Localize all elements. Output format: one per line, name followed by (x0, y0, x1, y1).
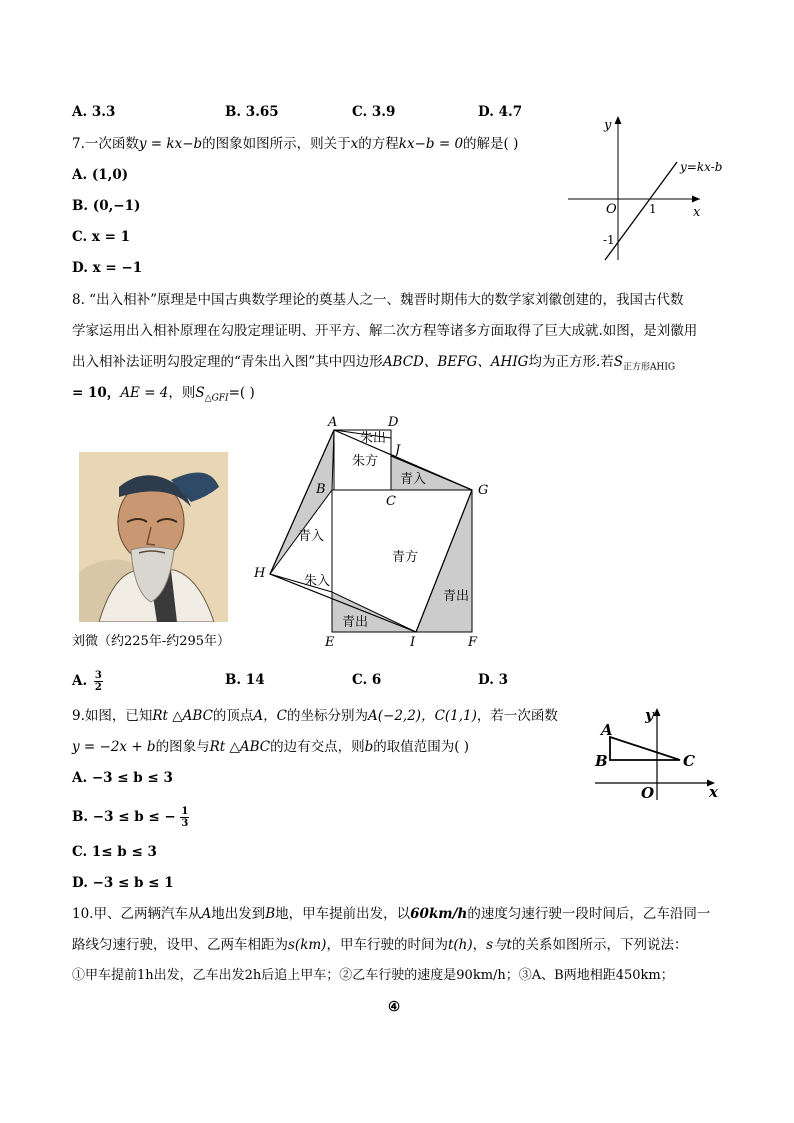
q10-line2-d: 的关系如图所示，下列说法： (511, 937, 688, 953)
q9-line1-end: ，若一次函数 (476, 708, 558, 724)
q8-triangle-subscript: △GFI (204, 393, 229, 404)
q8-triangle-area-symbol: S (195, 385, 205, 401)
q8-figure (250, 410, 490, 650)
q8-area-value: = 10， (72, 385, 121, 401)
q8-line4-end: =( ) (228, 385, 255, 401)
q9-option-c: C. 1≤ b ≤ 3 (72, 844, 157, 860)
q9-line-1 (72, 707, 558, 725)
q9-label-y: y (645, 706, 654, 724)
q9-line1-prefix: 9.如图，已知 (72, 708, 153, 724)
q7-y-arrow (615, 116, 622, 124)
q10-line-2 (72, 936, 687, 954)
q6-option-a: A. 3.3 (72, 104, 116, 120)
q8-label-f: F (468, 635, 478, 650)
q8-option-a-fraction (94, 670, 103, 693)
q8-line3-mid: 均为正方形.若 (528, 354, 614, 370)
q8-ae-value: AE = 4 (120, 385, 169, 401)
q10-s-and-t: s与t (486, 937, 512, 953)
q10-place-b: B (265, 906, 276, 922)
q7-function: y = kx−b (138, 136, 203, 152)
q9-triangle-abc (610, 737, 680, 760)
q7-equation: kx−b = 0 (398, 136, 464, 152)
q9-option-b-denominator: 3 (181, 818, 189, 829)
q8-text-zhuru: 朱入 (304, 574, 331, 589)
q9-label-x: x (709, 783, 718, 801)
q7-stem-mid: 的图象如图所示，则关于 (202, 136, 351, 152)
q8-option-a-numerator: 3 (94, 670, 102, 681)
q7-graph (560, 110, 740, 270)
q10-speed: 60km/h (410, 906, 468, 922)
q7-stem-prefix: 7.一次函数 (72, 136, 139, 152)
q7-y-tick: -1 (603, 233, 615, 247)
q9-option-b-numerator: 1 (181, 806, 189, 817)
q9-line2-end: 的取值范围为( ) (373, 739, 470, 755)
q8-line-4 (72, 384, 255, 408)
q9-line2-mid: 的图象与 (155, 739, 210, 755)
q8-line4-mid: ，则 (168, 385, 196, 401)
q10-var-t: t(h) (447, 937, 473, 953)
q8-text-zhuchu: 朱出 (360, 431, 387, 446)
q8-text-qingchu-right: 青出 (443, 589, 470, 604)
q7-origin-label: O (606, 202, 617, 217)
q8-line-2: 学家运用出入相补原理在勾股定理证明、开平方、解二次方程等诸多方面取得了巨大成就.如图，是刘徽用 (72, 323, 698, 339)
q8-option-b: B. 14 (225, 672, 265, 688)
q8-line3-prefix: 出入相补法证明勾股定理的“青朱出入图”其中四边形 (72, 354, 383, 370)
q8-line-3 (72, 353, 675, 377)
q9-var-b: b (364, 739, 374, 755)
q9-vertices: A，C (253, 708, 287, 724)
q8-option-d: D. 3 (478, 672, 509, 688)
q7-var-x: x (350, 136, 359, 152)
q10-line1-b: 地出发到 (211, 906, 266, 922)
q7-x-arrow (692, 196, 700, 203)
q8-label-b: B (316, 482, 326, 497)
q8-label-e: E (325, 635, 335, 650)
q10-line2-c: ， (472, 937, 487, 953)
q6-option-b: B. 3.65 (225, 104, 279, 120)
q8-label-j: J (395, 443, 401, 458)
q7-x-label: x (693, 205, 701, 220)
q9-line1-mid2: 的坐标分别为 (287, 708, 368, 724)
q9-line-2 (72, 738, 469, 756)
q9-coords: A(−2,2)，C(1,1) (368, 708, 477, 724)
q8-option-a-prefix: A. (72, 673, 88, 689)
q9-option-b (72, 806, 189, 829)
q10-line1-c: 地，甲车提前出发，以 (275, 906, 411, 922)
q9-graph (585, 700, 725, 805)
q8-option-a-denominator: 2 (94, 682, 102, 693)
q8-text-qingchu-bottom: 青出 (342, 615, 369, 630)
q8-line-1: 8. “出入相补”原理是中国古典数学理论的奠基人之一、魏晋时期伟大的数学家刘徽创建的，我国古代数 (72, 292, 684, 308)
q8-label-c: C (386, 494, 396, 509)
q8-label-i: I (410, 635, 416, 650)
q8-label-h: H (254, 566, 266, 581)
q7-option-c: C. x = 1 (72, 229, 131, 245)
q7-option-a: A. (1,0) (72, 167, 129, 183)
q7-option-d: D. x = −1 (72, 260, 143, 276)
q9-triangle-2: Rt △ABC (209, 739, 271, 755)
q8-option-a (72, 670, 103, 693)
q10-line-3: ①甲车提前1h出发，乙车出发2h后追上甲车；②乙车行驶的速度是90km/h；③A、B两地相距450km； (72, 968, 674, 983)
q10-line2-a: 路线匀速行驶，设甲、乙两车相距为 (72, 937, 288, 953)
q8-text-qingru-left: 青入 (298, 529, 325, 544)
q7-y-label: y (604, 118, 612, 133)
q9-label-b: B (595, 752, 608, 770)
q8-label-a: A (328, 415, 338, 430)
q6-option-d: D. 4.7 (478, 104, 523, 120)
q10-var-s: s(km) (288, 937, 327, 953)
q8-area-symbol: S (613, 354, 623, 370)
q8-text-zhufang: 朱方 (352, 454, 379, 469)
liu-hui-portrait (79, 452, 228, 622)
q9-y-arrow (654, 708, 661, 716)
q9-option-b-prefix: B. −3 ≤ b ≤ − (72, 809, 176, 825)
q7-x-tick: 1 (649, 202, 657, 216)
q9-line1-mid: 的顶点 (212, 708, 254, 724)
q8-text-qingru-top: 青入 (400, 472, 427, 487)
q8-label-d: D (388, 415, 399, 430)
q10-line-1 (72, 905, 710, 923)
q8-squares: ABCD、BEFG、AHIG (382, 354, 529, 370)
q7-stem-end: 的解是( ) (463, 136, 519, 152)
q9-option-b-fraction (180, 806, 189, 829)
q10-line1-d: 的速度匀速行驶一段时间后，乙车沿同一 (467, 906, 711, 922)
q7-line-label: y=kx-b (680, 160, 723, 174)
q10-place-a: A (201, 906, 212, 922)
q7-option-b: B. (0,−1) (72, 198, 141, 214)
q6-option-c: C. 3.9 (352, 104, 396, 120)
q9-line2-mid2: 的边有交点，则 (270, 739, 365, 755)
q7-stem-mid2: 的方程 (358, 136, 399, 152)
q9-function: y = −2x + b (72, 739, 156, 755)
q10-line2-b: ，甲车行驶的时间为 (326, 937, 448, 953)
q9-option-a: A. −3 ≤ b ≤ 3 (72, 770, 173, 786)
portrait-drawing (79, 452, 228, 622)
q9-label-o: O (641, 784, 655, 802)
q8-label-g: G (478, 483, 489, 498)
q9-triangle: Rt △ABC (152, 708, 213, 724)
q9-label-c: C (683, 752, 695, 770)
q8-option-c: C. 6 (352, 672, 382, 688)
q9-option-d: D. −3 ≤ b ≤ 1 (72, 875, 174, 891)
q7-stem (72, 135, 518, 153)
q9-label-a: A (601, 721, 613, 739)
q10-line1-a: 10.甲、乙两辆汽车从 (72, 906, 202, 922)
portrait-caption: 刘微（约225年-约295年） (72, 634, 231, 649)
q8-area-subscript: 正方形AHIG (623, 362, 676, 373)
q8-text-qingfang: 青方 (392, 550, 419, 565)
q10-line-4: ④ (388, 999, 401, 1015)
